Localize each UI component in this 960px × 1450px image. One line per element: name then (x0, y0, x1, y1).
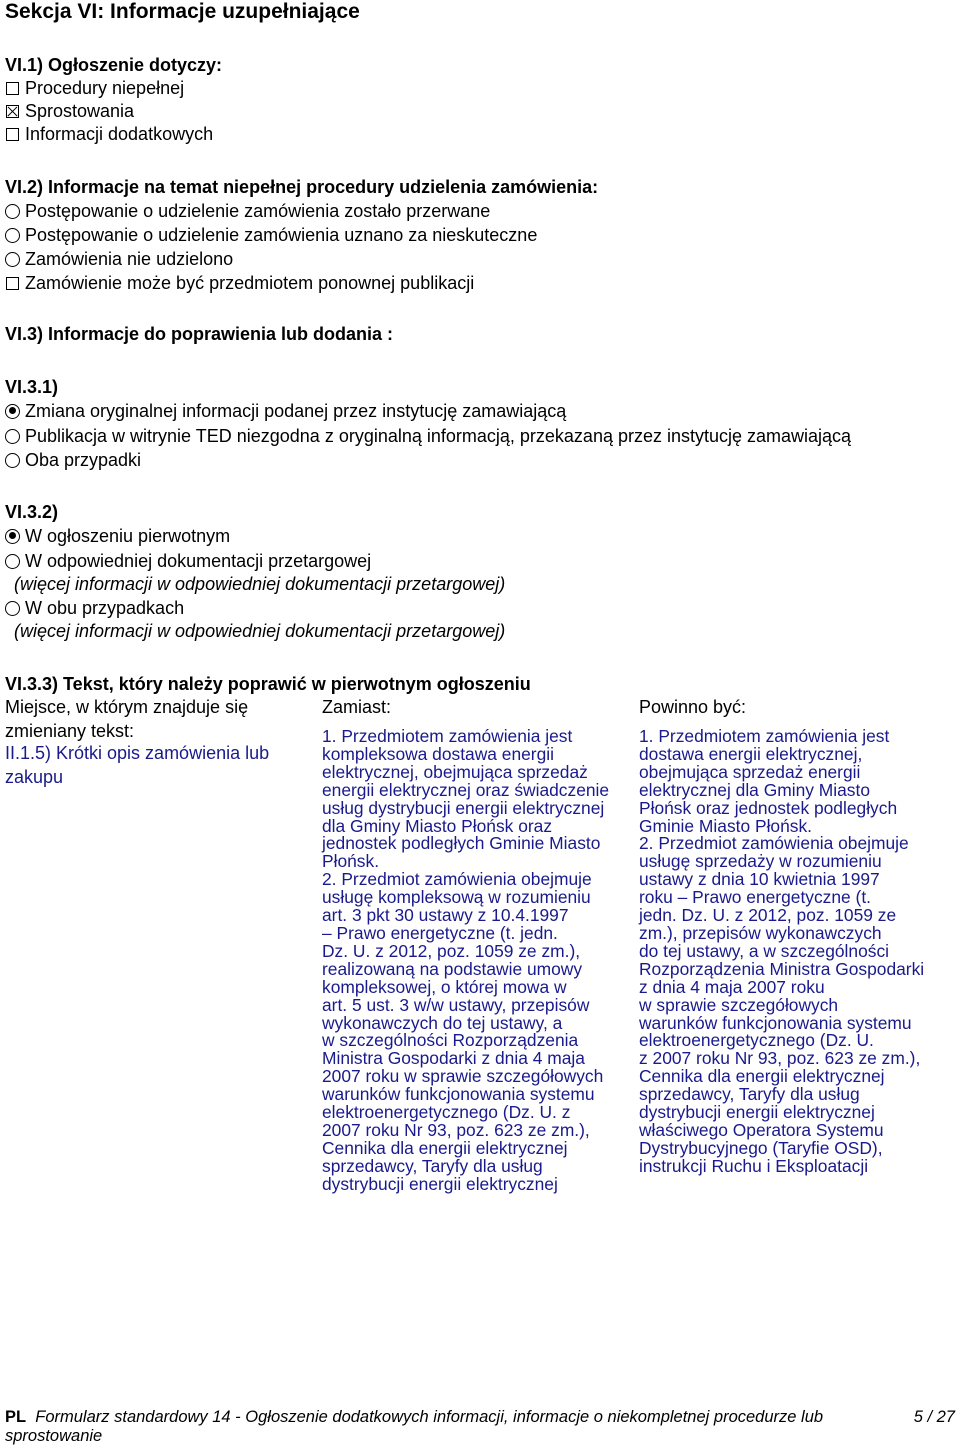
text-line: warunków funkcjonowania systemu (322, 1084, 595, 1105)
footer-page-number: 5 / 27 (913, 1408, 955, 1426)
text-line: 2. Przedmiot zamówienia obejmuje (322, 869, 592, 890)
col2-text (322, 728, 609, 1194)
radio-checked-icon[interactable] (5, 529, 20, 544)
text-line: kompleksowej, o której mowa w (322, 976, 567, 997)
text-line: warunków funkcjonowania systemu (639, 1012, 912, 1033)
vi33-title: VI.3.3) Tekst, który należy poprawić w pierwotnym ogłoszeniu (5, 674, 531, 694)
text-line: Płońsk. (322, 851, 380, 872)
radio-unchecked-icon[interactable] (5, 601, 20, 616)
text-line: instrukcji Ruchu i Eksploatacji (639, 1155, 869, 1176)
vi32-note: (więcej informacji w odpowiedniej dokumentacji przetargowej) (14, 574, 506, 594)
vi2-title: VI.2) Informacje na temat niepełnej procedury udzielenia zamówienia: (5, 177, 599, 197)
text-line: Gminie Miasto Płońsk. (639, 815, 812, 836)
vi32-option-pierwotnym[interactable]: W ogłoszeniu pierwotnym (5, 524, 230, 548)
text-line: usługę sprzedaży w rozumieniu (639, 851, 882, 872)
vi32-note: (więcej informacji w odpowiedniej dokumentacji przetargowej) (14, 621, 506, 641)
col1-value: II.1.5) Krótki opis zamówienia lub zakupu (5, 743, 270, 787)
checkbox-unchecked-icon[interactable] (6, 277, 19, 290)
text-line: jednostek podległych Gminie Miasto (322, 833, 601, 854)
vi1-title: VI.1) Ogłoszenie dotyczy: (5, 55, 223, 75)
text-line: Cennika dla energii elektrycznej (322, 1137, 568, 1158)
vi2-option-ponowna-publikacja[interactable]: Zamówienie może być przedmiotem ponownej publikacji (5, 271, 474, 295)
text-line: kompleksowa dostawa energii (322, 743, 554, 764)
col1-header: Miejsce, w którym znajduje się zmieniany tekst: (5, 697, 249, 741)
vi31-option-zmiana[interactable]: Zmiana oryginalnej informacji podanej przez instytucję zamawiającą (5, 399, 566, 423)
vi2-option-nieskuteczne[interactable]: Postępowanie o udzielenie zamówienia uznano za nieskuteczne (5, 223, 537, 247)
vi31-option-ted[interactable]: Publikacja w witrynie TED niezgodna z oryginalną informacją, przekazaną przez instytucję zamawiającą (5, 424, 851, 448)
text-line: Cennika dla energii elektrycznej (639, 1066, 885, 1087)
radio-unchecked-icon[interactable] (5, 252, 20, 267)
checkbox-unchecked-icon[interactable] (6, 82, 19, 95)
col3-text (639, 728, 924, 1176)
text-line: 1. Przedmiotem zamówienia jest (322, 726, 573, 746)
vi32-option-obu[interactable]: W obu przypadkach (5, 596, 184, 620)
text-line: 1. Przedmiotem zamówienia jest (639, 726, 890, 746)
text-line: realizowaną na podstawie umowy (322, 958, 583, 979)
radio-unchecked-icon[interactable] (5, 554, 20, 569)
text-line: w szczególności Rozporządzenia (322, 1030, 579, 1051)
text-line: sprzedawcy, Taryfy dla usług (639, 1084, 860, 1105)
vi32-option-dokumentacji[interactable]: W odpowiedniej dokumentacji przetargowej (5, 549, 371, 573)
text-line: elektroenergetycznego (Dz. U. z (322, 1102, 571, 1123)
text-line: 2007 roku w sprawie szczegółowych (322, 1066, 604, 1087)
text-line: Płońsk oraz jednostek podległych (639, 797, 898, 818)
text-line: dystrybucji energii elektrycznej (322, 1173, 558, 1194)
text-line: usługę kompleksową w rozumieniu (322, 887, 591, 908)
col2-header: Zamiast: (322, 697, 392, 717)
col3-header: Powinno być: (639, 697, 747, 717)
text-line: obejmująca sprzedaż energii (639, 761, 861, 782)
vi31-title: VI.3.1) (5, 377, 59, 397)
checkbox-checked-icon[interactable] (6, 105, 19, 118)
text-line: 2007 roku Nr 93, poz. 623 ze zm.), (322, 1119, 590, 1140)
radio-unchecked-icon[interactable] (5, 228, 20, 243)
text-line: dostawa energii elektrycznej, (639, 743, 863, 764)
vi1-option-sprostowania[interactable]: Sprostowania (5, 99, 134, 123)
text-line: 2. Przedmiot zamówienia obejmuje (639, 833, 909, 854)
footer-lang: PL (5, 1408, 27, 1426)
text-line: dystrybucji energii elektrycznej (639, 1102, 875, 1123)
text-line: art. 5 ust. 3 w/w ustawy, przepisów (322, 994, 590, 1015)
radio-checked-icon[interactable] (5, 404, 20, 419)
text-line: zm.), przepisów wykonawczych (639, 922, 882, 943)
radio-unchecked-icon[interactable] (5, 204, 20, 219)
text-line: roku – Prawo energetyczne (t. (639, 887, 871, 908)
text-line: elektrycznej, obejmująca sprzedaż (322, 761, 588, 782)
text-line: sprzedawcy, Taryfy dla usług (322, 1155, 543, 1176)
text-line: usług dystrybucji energii elektrycznej (322, 797, 605, 818)
text-line: wykonawczych do tej ustawy, a (322, 1012, 563, 1033)
text-line: Ministra Gospodarki z dnia 4 maja (322, 1048, 585, 1069)
text-line: elektroenergetycznego (Dz. U. (639, 1030, 874, 1051)
text-line: elektrycznej dla Gminy Miasto (639, 779, 870, 800)
radio-unchecked-icon[interactable] (5, 453, 20, 468)
vi32-title: VI.3.2) (5, 502, 59, 522)
footer-text: Formularz standardowy 14 - Ogłoszenie dodatkowych informacji, informacje o niekompletnej procedurze lub (35, 1408, 824, 1426)
footer-text-line2: sprostowanie (5, 1427, 103, 1445)
vi2-option-nie-udzielono[interactable]: Zamówienia nie udzielono (5, 247, 233, 271)
text-line: jedn. Dz. U. z 2012, poz. 1059 ze (639, 905, 897, 926)
text-line: z dnia 4 maja 2007 roku (639, 976, 825, 997)
checkbox-unchecked-icon[interactable] (6, 128, 19, 141)
text-line: dla Gminy Miasto Płońsk oraz (322, 815, 553, 836)
page-footer (5, 1408, 955, 1446)
text-line: – Prawo energetyczne (t. jedn. (322, 922, 558, 943)
text-line: energii elektrycznej oraz świadczenie (322, 779, 610, 800)
vi1-option-procedury[interactable]: Procedury niepełnej (5, 76, 184, 100)
vi1-option-informacji[interactable]: Informacji dodatkowych (5, 122, 213, 146)
text-line: z 2007 roku Nr 93, poz. 623 ze zm.), (639, 1048, 921, 1069)
section-title: Sekcja VI: Informacje uzupełniające (5, 0, 360, 23)
vi2-option-przerwane[interactable]: Postępowanie o udzielenie zamówienia zostało przerwane (5, 199, 490, 223)
text-line: w sprawie szczegółowych (639, 994, 839, 1015)
text-line: Dystrybucyjnego (Taryfie OSD), (639, 1137, 883, 1158)
text-line: do tej ustawy, a w szczególności (639, 940, 890, 961)
text-line: ustawy z dnia 10 kwietnia 1997 (639, 869, 880, 890)
radio-unchecked-icon[interactable] (5, 429, 20, 444)
text-line: art. 3 pkt 30 ustawy z 10.4.1997 (322, 905, 569, 926)
text-line: Dz. U. z 2012, poz. 1059 ze zm.), (322, 940, 581, 961)
vi31-option-oba[interactable]: Oba przypadki (5, 448, 141, 472)
vi3-title: VI.3) Informacje do poprawienia lub dodania : (5, 324, 394, 344)
text-line: właściwego Operatora Systemu (639, 1119, 884, 1140)
text-line: Rozporządzenia Ministra Gospodarki (639, 958, 925, 979)
